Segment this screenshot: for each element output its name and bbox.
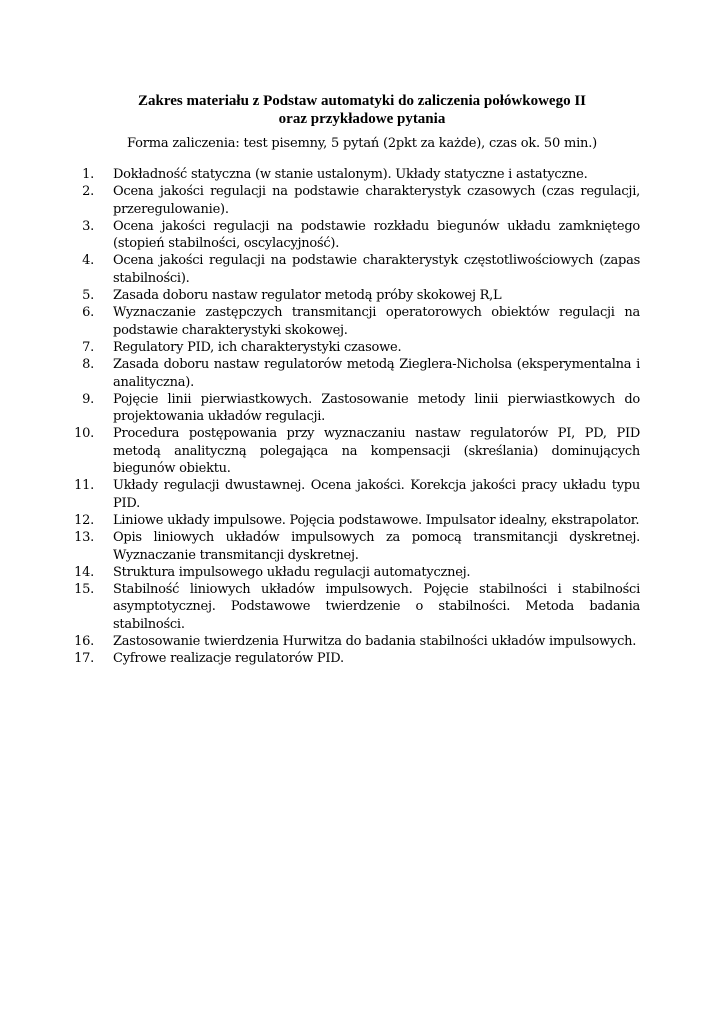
list-item-number: 8. [82, 357, 94, 373]
list-item [60, 252, 640, 287]
list-item [60, 633, 640, 650]
list-item [60, 218, 640, 253]
topic-list [60, 166, 640, 668]
list-item-text: Struktura impulsowego układu regulacji automatycznej. [113, 564, 471, 580]
document-title-line2: oraz przykładowe pytania [278, 111, 446, 127]
list-item-number: 17. [74, 651, 94, 667]
list-item [60, 183, 640, 218]
list-item [60, 304, 640, 339]
list-item-text: Dokładność statyczna (w stanie ustalonym). Układy statyczne i astatyczne. [113, 167, 588, 182]
list-item-number: 16. [74, 634, 94, 650]
list-item-text: Ocena jakości regulacji na podstawie charakterystyk częstotliwościowych (zapas stabilności). [113, 253, 640, 286]
list-item-number: 4. [82, 253, 94, 269]
list-item-text: Ocena jakości regulacji na podstawie rozkładu biegunów układu zamkniętego (stopień stabilności, oscylacyjność). [113, 218, 640, 252]
list-item-number: 15. [74, 582, 94, 598]
list-item-text: Zasada doboru nastaw regulatorów metodą Zieglera-Nicholsa (eksperymentalna i analityczna). [113, 357, 640, 390]
list-item [60, 287, 640, 304]
list-item-text: Ocena jakości regulacji na podstawie charakterystyk czasowych (czas regulacji, przeregulowanie). [113, 184, 640, 217]
list-item-text: Regulatory PID, ich charakterystyki czasowe. [113, 339, 402, 355]
list-item-number: 1. [82, 167, 94, 182]
list-item-text: Opis liniowych układów impulsowych za pomocą transmitancji dyskretnej. Wyznaczanie transmitancji dyskretnej. [113, 530, 640, 563]
list-item [60, 512, 640, 529]
list-item-number: 3. [82, 218, 94, 234]
list-item-text: Wyznaczanie zastępczych transmitancji operatorowych obiektów regulacji na podstawie charakterystyki skokowej. [113, 305, 640, 338]
list-item [60, 564, 640, 581]
list-item-number: 13. [74, 530, 94, 546]
list-item-text: Układy regulacji dwustawnej. Ocena jakości. Korekcja jakości pracy układu typu PID. [113, 478, 640, 511]
list-item-number: 7. [82, 339, 94, 355]
list-item-text: Stabilność liniowych układów impulsowych. Pojęcie stabilności i stabilności asymptotycznej. Podstawowe twierdzenie o stabilności. Metoda badania stabilności. [113, 582, 640, 632]
document-subtitle: Forma zaliczenia: test pisemny, 5 pytań (2pkt za każde), czas ok. 50 min.) [126, 136, 598, 151]
list-item [60, 391, 640, 426]
list-item-number: 12. [74, 512, 94, 528]
list-item-number: 11. [74, 478, 94, 494]
document-title-line1: Zakres materiału z Podstaw automatyki do zaliczenia połówkowego II [137, 93, 587, 109]
list-item [60, 356, 640, 391]
list-item-text: Pojęcie linii pierwiastkowych. Zastosowanie metody linii pierwiastkowych do projektowania układów regulacji. [113, 391, 640, 425]
list-item [60, 650, 640, 667]
list-item-number: 6. [82, 305, 94, 321]
list-item [60, 425, 640, 477]
list-item [60, 477, 640, 512]
list-item-number: 2. [82, 184, 94, 200]
list-item [60, 529, 640, 564]
list-item-number: 10. [74, 426, 94, 442]
list-item-number: 14. [74, 564, 94, 580]
list-item-text: Liniowe układy impulsowe. Pojęcia podstawowe. Impulsator idealny, ekstrapolator. [113, 512, 640, 528]
list-item [60, 339, 640, 356]
list-item [60, 166, 640, 183]
list-item [60, 581, 640, 633]
list-item-number: 9. [82, 391, 94, 407]
list-item-text: Cyfrowe realizacje regulatorów PID. [113, 651, 344, 667]
list-item-text: Zasada doboru nastaw regulator metodą próby skokowej R,L [113, 288, 502, 304]
list-item-text: Procedura postępowania przy wyznaczaniu nastaw regulatorów PI, PD, PID metodą analityczną polegająca na kompensacji (skreślania) dominujących biegunów obiektu. [113, 426, 640, 477]
list-item-text: Zastosowanie twierdzenia Hurwitza do badania stabilności układów impulsowych. [113, 634, 637, 650]
list-item-number: 5. [82, 288, 94, 304]
